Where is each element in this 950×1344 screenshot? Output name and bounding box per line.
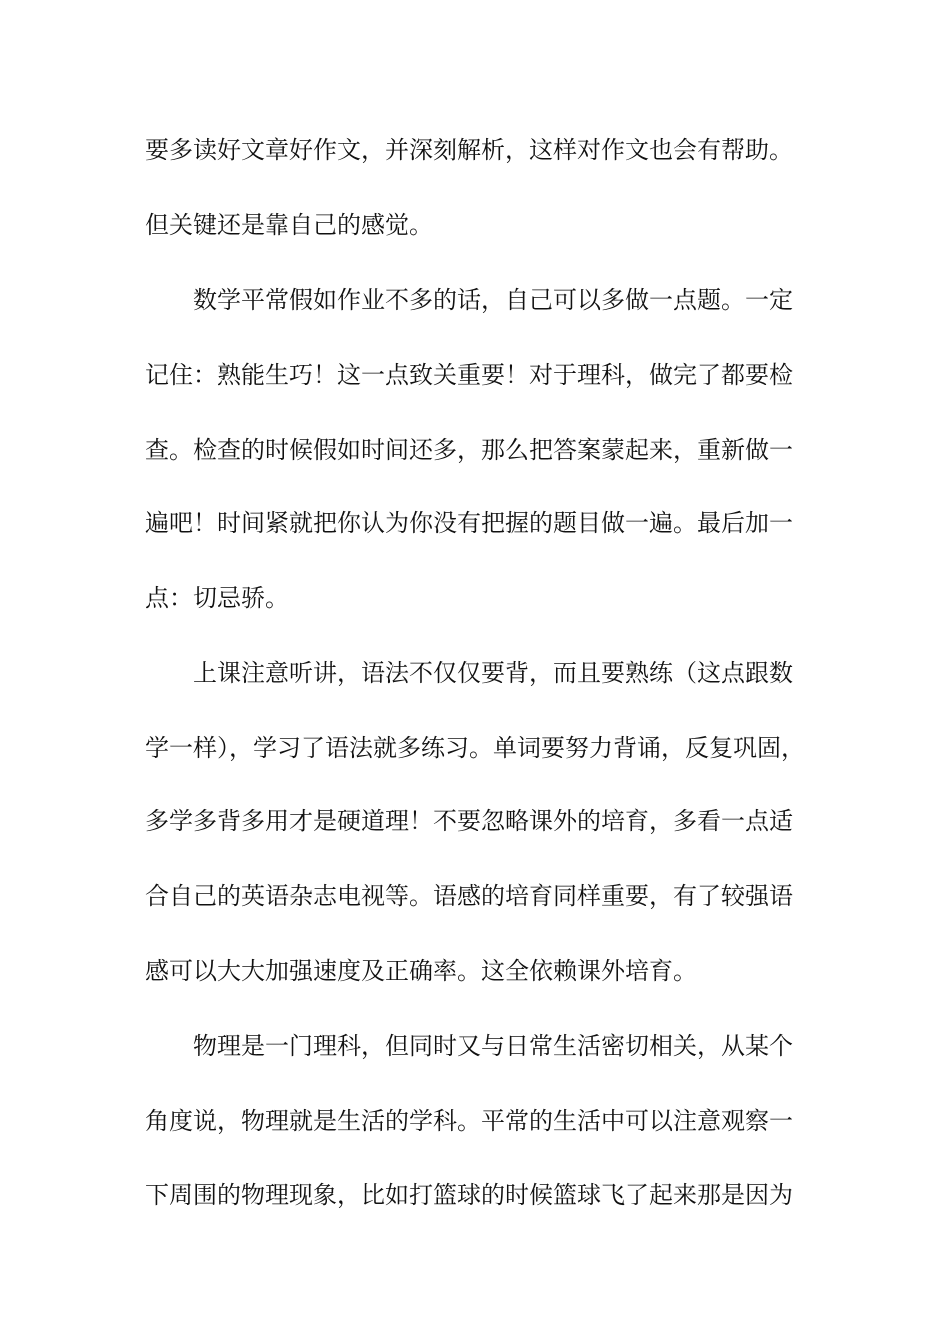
text-line: 学一样），学习了语法就多练习。单词要努力背诵，反复巩固， [145, 734, 805, 762]
text-line: 感可以大大加强速度及正确率。这全依赖课外培育。 [145, 957, 697, 985]
paragraph-first-line: 上课注意听讲，语法不仅仅要背，而且要熟练（这点跟数 [193, 659, 793, 687]
text-line: 多学多背多用才是硬道理！不要忽略课外的培育，多看一点适 [145, 807, 793, 835]
paragraph-first-line: 数学平常假如作业不多的话，自己可以多做一点题。一定 [193, 286, 793, 314]
text-line: 遍吧！时间紧就把你认为你没有把握的题目做一遍。最后加一 [145, 509, 793, 537]
text-line: 下周围的物理现象，比如打篮球的时候篮球飞了起来那是因为 [145, 1181, 793, 1209]
text-line: 角度说，物理就是生活的学科。平常的生活中可以注意观察一 [145, 1107, 793, 1135]
text-line: 合自己的英语杂志电视等。语感的培育同样重要，有了较强语 [145, 882, 793, 910]
paragraph-first-line: 物理是一门理科，但同时又与日常生活密切相关，从某个 [193, 1032, 793, 1060]
text-line: 点：切忌骄。 [145, 584, 289, 612]
text-line: 查。检查的时候假如时间还多，那么把答案蒙起来，重新做一 [145, 436, 793, 464]
text-line: 记住：熟能生巧！这一点致关重要！对于理科，做完了都要检 [145, 361, 793, 389]
text-line: 要多读好文章好作文，并深刻解析，这样对作文也会有帮助。 [145, 136, 793, 164]
text-line: 但关键还是靠自己的感觉。 [145, 211, 433, 239]
